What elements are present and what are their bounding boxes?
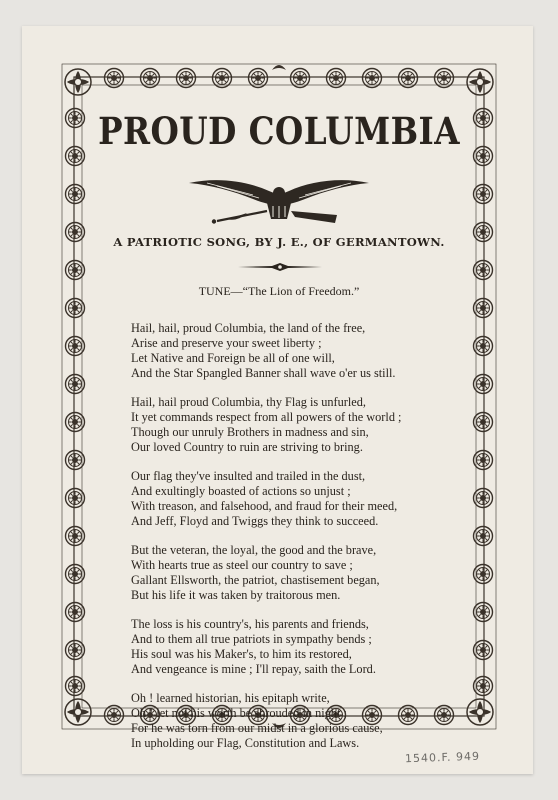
verse-line: And the Star Spangled Banner shall wave o'er us still. (131, 366, 396, 380)
verse-line: With hearts true as steel our country to save ; (131, 558, 353, 572)
verse-line: The loss is his country's, his parents and friends, (131, 617, 369, 631)
stanza-1 (131, 321, 451, 381)
stanza-2 (131, 395, 451, 455)
tune-line: TUNE—“The Lion of Freedom.” (198, 284, 360, 298)
verse-line: Oh ! let not his worth be shrouded in night ; (131, 706, 347, 720)
verse-line: Our flag they've insulted and trailed in the dust, (131, 469, 366, 483)
verse-line: Though our unruly Brothers in madness and sin, (131, 425, 369, 439)
stanza-5 (131, 617, 451, 677)
verse-line: Let Native and Foreign be all of one will, (131, 351, 335, 365)
stanza-4 (131, 543, 451, 603)
stanza-6 (131, 691, 451, 751)
verse-line: And to them all true patriots in sympathy bends ; (131, 632, 372, 646)
verse-line: And exultingly boasted of actions so unjust ; (131, 484, 351, 498)
verses (131, 321, 451, 765)
verse-line: It yet commands respect from all powers of the world ; (131, 410, 402, 424)
verse-line: But his life it was taken by traitorous men. (131, 588, 341, 602)
verse-line: Our loved Country to ruin are striving to bring. (131, 440, 363, 454)
verse-line: His soul was his Maker's, to him its restored, (131, 647, 352, 661)
verse-line: Gallant Ellsworth, the patriot, chastisement began, (131, 573, 380, 587)
song-subtitle: A PATRIOTIC SONG, BY J. E., OF GERMANTOWN. (113, 235, 445, 249)
stanza-3 (131, 469, 451, 529)
verse-line: And Jeff, Floyd and Twiggs they think to succeed. (131, 514, 379, 528)
song-title: PROUD COLUMBIA (98, 109, 460, 153)
decorative-rule (238, 262, 322, 272)
verse-line: But the veteran, the loyal, the good and the brave, (131, 543, 377, 557)
verse-line: With treason, and falsehood, and fraud for their meed, (131, 499, 398, 513)
verse-line: Hail, hail, proud Columbia, the land of the free, (131, 321, 366, 335)
verse-line: For he was torn from our midst in a glorious cause, (131, 721, 383, 735)
eagle-emblem-icon (187, 175, 371, 227)
verse-line: In upholding our Flag, Constitution and Laws. (131, 736, 360, 750)
verse-line: Arise and preserve your sweet liberty ; (131, 336, 322, 350)
verse-line: Oh ! learned historian, his epitaph write, (131, 691, 330, 705)
verse-line: Hail, hail proud Columbia, thy Flag is unfurled, (131, 395, 366, 409)
verse-line: And vengeance is mine ; I'll repay, saith the Lord. (131, 662, 376, 676)
catalog-note: 1540.F. 949 (404, 749, 481, 766)
